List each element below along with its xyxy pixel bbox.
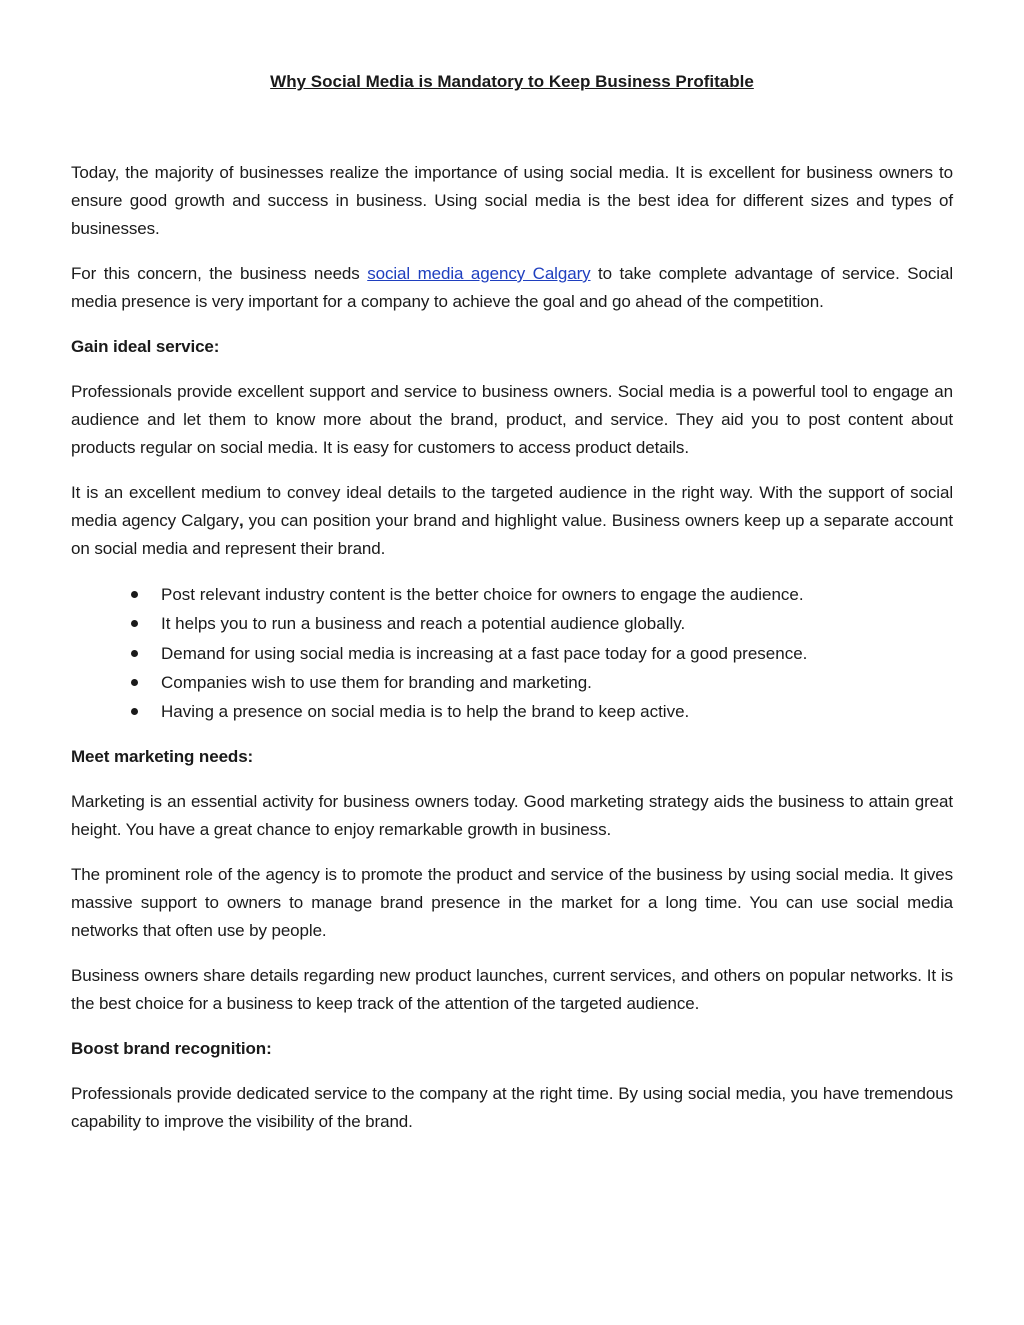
list-item <box>71 580 953 609</box>
list-item <box>71 668 953 697</box>
paragraph-intro: Today, the majority of businesses realize the importance of using social media. It is excellent for business owners to ensure good growth and success in business. Using social media is the best idea for different sizes and types of businesses. <box>71 163 953 238</box>
heading-boost-brand-recognition: Boost brand recognition: <box>71 1039 272 1059</box>
agency-link[interactable]: social media agency Calgary <box>367 264 591 283</box>
paragraph-dedicated-service: Professionals provide dedicated service to the company at the right time. By using social media, you have tremendous capability to improve the visibility of the brand. <box>71 1084 953 1132</box>
paragraph-agency-role: The prominent role of the agency is to promote the product and service of the business by using social media. It gives massive support to owners to manage brand presence in the market for a long time. You can use social media networks that often use by people. <box>71 865 953 941</box>
list-item-text: Companies wish to use them for branding and marketing. <box>161 672 592 692</box>
list-item <box>71 609 953 638</box>
list-item <box>71 639 953 668</box>
bold-comma: , <box>238 511 244 530</box>
bullet-icon <box>131 620 138 627</box>
list-item-text: Demand for using social media is increasing at a fast pace today for a good presence. <box>161 643 808 663</box>
paragraph-medium-text-before: It is an excellent medium to convey ideal details to the targeted audience in the right way. With the support of social media agency Calgary <box>71 483 953 530</box>
list-item-text: Post relevant industry content is the better choice for owners to engage the audience. <box>161 585 804 604</box>
list-item <box>71 697 953 726</box>
list-item-text: Having a presence on social media is to help the brand to keep active. <box>161 702 690 722</box>
bullet-icon <box>131 679 138 686</box>
paragraph-marketing-activity: Marketing is an essential activity for business owners today. Good marketing strategy aids the business to attain great height. You have a great chance to enjoy remarkable growth in business. <box>71 792 953 840</box>
document-body <box>71 159 953 1153</box>
document-title: Why Social Media is Mandatory to Keep Business Profitable <box>270 72 754 91</box>
benefits-list <box>71 580 953 726</box>
paragraph-share-details: Business owners share details regarding new product launches, current services, and others on popular networks. It is the best choice for a business to keep track of the attention of the targeted audience. <box>71 966 953 1014</box>
bullet-icon <box>131 708 138 715</box>
paragraph-concern <box>71 260 953 316</box>
paragraph-concern-text-after: to take complete advantage of service. Social media presence is very important for a company to achieve the goal and go ahead of the competition. <box>71 264 953 311</box>
paragraph-excellent-medium <box>71 479 953 563</box>
bullet-icon <box>131 591 138 598</box>
heading-meet-marketing-needs: Meet marketing needs: <box>71 747 254 767</box>
bullet-icon <box>131 650 138 657</box>
paragraph-professionals-support: Professionals provide excellent support and service to business owners. Social media is a powerful tool to engage an audience and let them to know more about the brand, product, and service. They aid you to post content about products regular on social media. It is easy for customers to access product details. <box>71 382 953 457</box>
heading-gain-ideal-service: Gain ideal service: <box>71 337 220 356</box>
paragraph-medium-text-after: you can position your brand and highlight value. Business owners keep up a separate account on social media and represent their brand. <box>71 511 953 558</box>
list-item-text: It helps you to run a business and reach a potential audience globally. <box>161 614 686 634</box>
paragraph-concern-text-before: For this concern, the business needs <box>71 264 368 283</box>
